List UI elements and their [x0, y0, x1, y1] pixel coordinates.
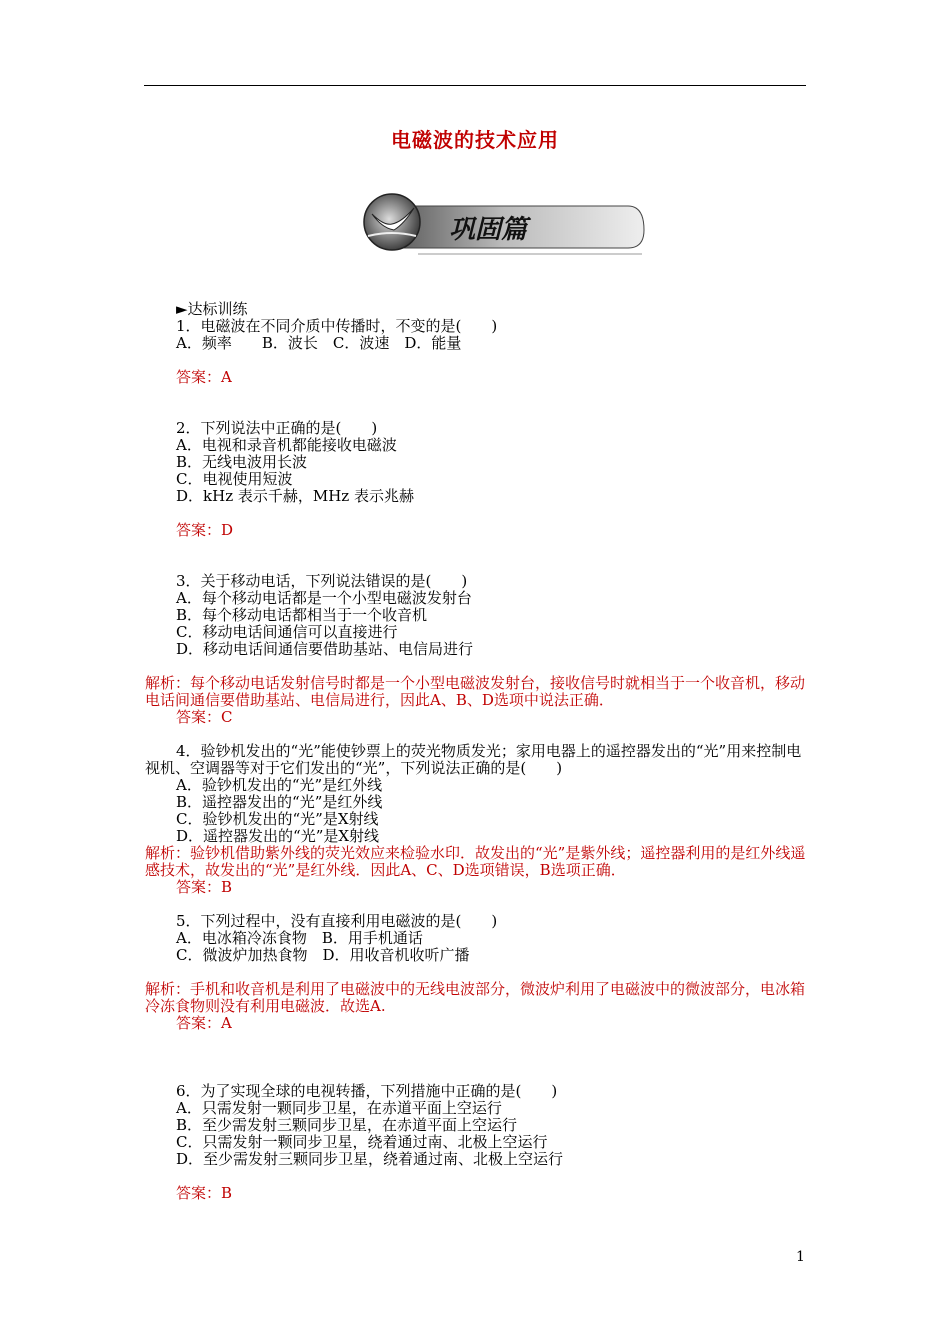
question-6-option-c: C．只需发射一颗同步卫星，绕着通过南、北极上空运行	[176, 1133, 548, 1151]
question-3-option-a: A．每个移动电话都是一个小型电磁波发射台	[176, 589, 472, 607]
question-4-option-c: C．验钞机发出的“光”是X射线	[176, 810, 379, 828]
question-2-option-d: D．kHz 表示千赫，MHz 表示兆赫	[176, 487, 414, 505]
question-3-answer: 答案：C	[176, 708, 233, 726]
question-2-stem: 2．下列说法中正确的是( )	[176, 419, 378, 437]
question-2-answer: 答案：D	[176, 521, 234, 539]
question-4-answer: 答案：B	[176, 878, 233, 896]
banner-label: 巩固篇	[448, 215, 528, 245]
section-banner	[358, 192, 648, 256]
question-5-stem: 5．下列过程中，没有直接利用电磁波的是( )	[176, 912, 498, 930]
question-4-option-a: A．验钞机发出的“光”是红外线	[176, 776, 383, 794]
question-1-option: A．频率 B．波长 C．波速 D．能量	[176, 334, 462, 352]
question-2-option-b: B．无线电波用长波	[176, 453, 308, 471]
question-3-option-b: B．每个移动电话都相当于一个收音机	[176, 606, 428, 624]
question-6-option-d: D．至少需发射三颗同步卫星，绕着通过南、北极上空运行	[176, 1150, 564, 1168]
question-4-option-b: B．遥控器发出的“光”是红外线	[176, 793, 383, 811]
question-5-option-ab: A．电冰箱冷冻食物 B．用手机通话	[176, 929, 423, 947]
question-3-analysis: 解析：每个移动电话发射信号时都是一个小型电磁波发射台，接收信号时就相当于一个收音机，移动电话间通信要借助基站、电信局进行，因此A、B、D选项中说法正确．	[145, 674, 806, 709]
question-3-option-c: C．移动电话间通信可以直接进行	[176, 623, 398, 641]
question-6-stem: 6．为了实现全球的电视转播，下列措施中正确的是( )	[176, 1082, 558, 1100]
page-number: 1	[796, 1249, 805, 1265]
question-3-option-d: D．移动电话间通信要借助基站、电信局进行	[176, 640, 474, 658]
question-4-option-d: D．遥控器发出的“光”是X射线	[176, 827, 380, 845]
question-6-option-a: A．只需发射一颗同步卫星，在赤道平面上空运行	[176, 1099, 502, 1117]
section-heading: ►达标训练	[176, 300, 248, 318]
question-6-answer: 答案：B	[176, 1184, 233, 1202]
question-4-stem: 4．验钞机发出的“光”能使钞票上的荧光物质发光；家用电器上的遥控器发出的“光”用来控制电视机、空调器等对于它们发出的“光”，下列说法正确的是( )	[145, 742, 802, 777]
question-1-stem: 1．电磁波在不同介质中传播时，不变的是( )	[176, 317, 498, 335]
question-6-option-b: B．至少需发射三颗同步卫星，在赤道平面上空运行	[176, 1116, 518, 1134]
question-1-answer: 答案：A	[176, 368, 232, 386]
question-list	[145, 300, 816, 1202]
question-5-analysis: 解析：手机和收音机是利用了电磁波中的无线电波部分，微波炉利用了电磁波中的微波部分，电冰箱冷冻食物则没有利用电磁波．故选A.	[145, 980, 806, 1015]
question-2-option-c: C．电视使用短波	[176, 470, 293, 488]
question-4-analysis: 解析：验钞机借助紫外线的荧光效应来检验水印．故发出的“光”是紫外线；遥控器利用的是红外线遥感技术，故发出的“光”是红外线．因此A、C、D选项错误，B选项正确．	[145, 844, 806, 879]
question-3-stem: 3．关于移动电话，下列说法错误的是( )	[176, 572, 468, 590]
page-title: 电磁波的技术应用	[391, 128, 559, 152]
question-2-option-a: A．电视和录音机都能接收电磁波	[176, 436, 397, 454]
header-rule	[144, 85, 806, 86]
question-5-option-cd: C．微波炉加热食物 D．用收音机收听广播	[176, 946, 470, 964]
question-5-answer: 答案：A	[176, 1014, 232, 1032]
